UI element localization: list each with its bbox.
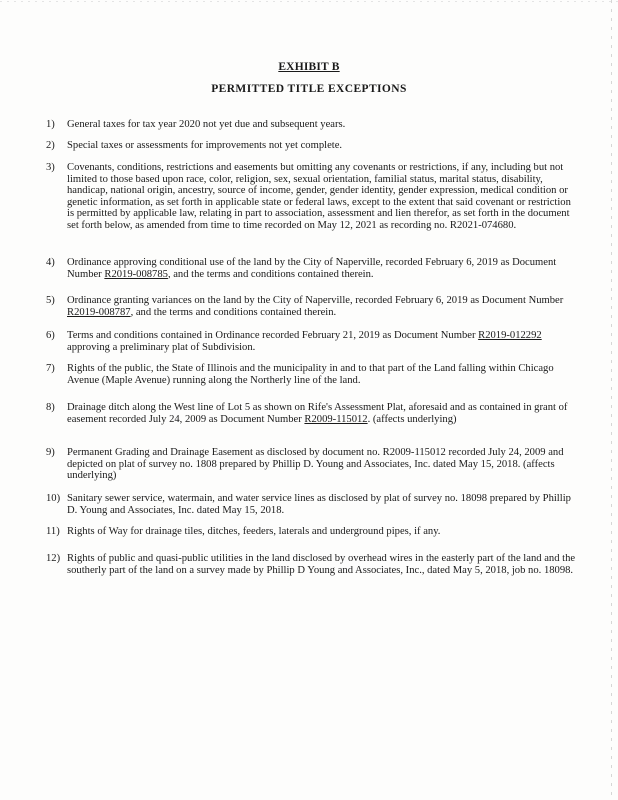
item-text: Special taxes or assessments for improvements not yet complete. bbox=[67, 140, 343, 151]
item-text bbox=[67, 257, 576, 280]
item-text-before: Drainage ditch along the West line of Lot 5 as shown on Rife's Assessment Plat, aforesaid and as contained in grant of easement recorded July 24, 2009 as Document Number bbox=[67, 402, 568, 425]
item-text-after: . (affects underlying) bbox=[367, 413, 457, 425]
item-number: 5) bbox=[46, 295, 55, 306]
item-number: 9) bbox=[46, 447, 55, 458]
exception-item-5 bbox=[46, 295, 576, 318]
item-number: 11) bbox=[46, 526, 60, 537]
document-number-ref: R2019-008785 bbox=[104, 268, 168, 280]
item-number: 4) bbox=[46, 257, 55, 268]
item-text: Rights of the public, the State of Illinois and the municipality in and to that part of the Land falling within Chicago Avenue (Maple Avenue) running along the Northerly line of the land. bbox=[67, 363, 554, 386]
item-number: 7) bbox=[46, 363, 55, 374]
item-text bbox=[67, 295, 576, 318]
item-text-after: , and the terms and conditions contained therein. bbox=[167, 268, 374, 280]
exception-item-2 bbox=[46, 140, 576, 152]
exception-item-7 bbox=[46, 363, 576, 386]
item-number: 2) bbox=[46, 140, 55, 151]
document-number-ref: R2019-012292 bbox=[478, 330, 542, 341]
item-text: Covenants, conditions, restrictions and easements but omitting any covenants or restrictions, if any, including but not limited to those based upon race, color, religion, sex, sexual orientation, familial status, marital status, disability, handicap, national origin, ancestry, source of income, gender, gender identity, gender expression, medical condition or genetic information, as set forth in applicable state or federal laws, except to the extent that said covenant or restriction is permitted by applicable law, relating in part to association, assessment and lien therefor, as set forth in the document set forth below, as amended from time to time recorded on May 12, 2021 as recording no. R2021-074680. bbox=[67, 162, 571, 231]
item-number: 10) bbox=[46, 493, 61, 504]
item-number: 3) bbox=[46, 162, 55, 173]
exception-item-4 bbox=[46, 257, 576, 280]
item-text-before: Ordinance approving conditional use of the land by the City of Naperville, recorded February 6, 2019 as Document Number bbox=[67, 257, 557, 280]
item-text: Rights of Way for drainage tiles, ditches, feeders, laterals and underground pipes, if any. bbox=[67, 526, 441, 537]
item-text: Rights of public and quasi-public utilities in the land disclosed by overhead wires in the easterly part of the land and the southerly part of the land on a survey made by Phillip D Young and Associates, Inc., dated May 5, 2018, job no. 18098. bbox=[67, 553, 576, 576]
item-number: 1) bbox=[46, 119, 55, 130]
item-text-before: Terms and conditions contained in Ordinance recorded February 21, 2019 as Document Number bbox=[67, 330, 479, 341]
exception-item-12 bbox=[46, 553, 576, 576]
item-text-after: , and the terms and conditions contained therein. bbox=[130, 306, 337, 318]
document-number-ref: R2019-008787 bbox=[67, 306, 131, 318]
scan-edge-right bbox=[611, 0, 612, 800]
exhibit-title: EXHIBIT B bbox=[278, 61, 340, 73]
item-text bbox=[67, 402, 576, 425]
item-text: Permanent Grading and Drainage Easement as disclosed by document no. R2009-115012 recorded July 24, 2009 and depicted on plat of survey no. 1808 prepared by Phillip D. Young and Associates, Inc. dated May 15, 2018. (affects underlying) bbox=[67, 447, 564, 482]
item-text: Sanitary sewer service, watermain, and water service lines as disclosed by plat of survey no. 18098 prepared by Phillip D. Young and Associates, Inc. dated May 15, 2018. bbox=[67, 493, 571, 516]
item-number: 8) bbox=[46, 402, 55, 413]
exception-item-9 bbox=[46, 447, 576, 482]
item-text-before: Ordinance granting variances on the land by the City of Naperville, recorded February 6, 2019 as Document Number bbox=[67, 295, 564, 306]
exception-item-6 bbox=[46, 330, 576, 353]
item-text: General taxes for tax year 2020 not yet due and subsequent years. bbox=[67, 119, 346, 130]
exception-item-8 bbox=[46, 402, 576, 425]
exception-item-3 bbox=[46, 162, 576, 232]
exception-item-10 bbox=[46, 493, 576, 516]
scan-edge-top bbox=[0, 1, 618, 2]
item-number: 6) bbox=[46, 330, 55, 341]
item-number: 12) bbox=[46, 553, 61, 564]
item-text-after: approving a preliminary plat of Subdivision. bbox=[67, 341, 256, 353]
exception-item-11 bbox=[46, 526, 576, 538]
exhibit-subtitle: PERMITTED TITLE EXCEPTIONS bbox=[211, 83, 407, 95]
document-number-ref: R2009-115012 bbox=[304, 413, 368, 425]
exception-item-1 bbox=[46, 119, 576, 131]
item-text bbox=[67, 330, 576, 353]
